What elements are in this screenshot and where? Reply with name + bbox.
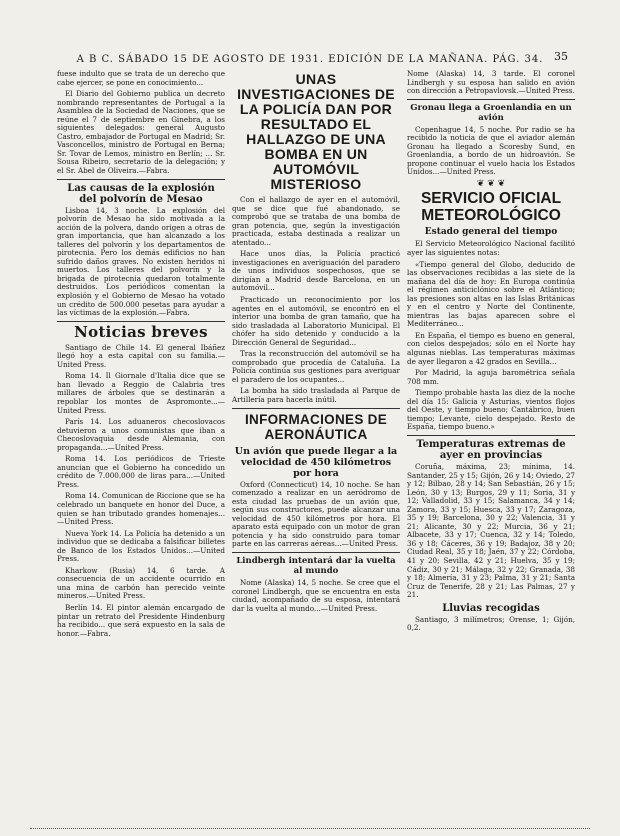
article-paragraph: Hace unos días, la Policía practicó investigaciones en averiguación del paradero de unos individuos sospechosos, que se dirigían a Madrid desde Barcelona, en un automóvil... <box>232 249 400 293</box>
temperatures-list: Coruña, máxima, 23; mínima, 14. Santander, 25 y 15; Gijón, 26 y 14; Oviedo, 27 y 12; Bilbao, 28 y 14; San Sebastián, 26 y 15; León, 30 y 13; Burgos, 29 y 11; Soria, 31 y 12; Valladolid, 33 y 15; Salamanca, 34 y 14; Zamora, 33 y 15; Huesca, 33 y 17; Zaragoza, 35 y 19; Barcelona, 30 y 22; Valencia, 31 y 21; Alicante, 30 y 22; Murcia, 36 y 21; Albacete, 33 y 17; Cuenca, 32 y 14; Toledo, 36 y 18; Cáceres, 36 y 19; Badajoz, 38 y 20; Ciudad Real, 35 y 18; Jaén, 37 y 22; Córdoba, 41 y 20; Sevilla, 42 y 21; Huelva, 35 y 19; Cádiz, 30 y 21; Málaga, 32 y 22; Granada, 38 y 18; Almería, 31 y 23; Palma, 31 y 21; Santa Cruz de Tenerife, 28 y 21; Las Palmas, 27 y 21. <box>407 461 575 600</box>
folio-mark: 35 <box>554 50 568 63</box>
headline-noticias: Noticias breves <box>74 322 208 341</box>
headline-aeronautica: INFORMACIONES DE AERONÁUTICA <box>244 411 388 442</box>
news-brief: Kharkow (Rusia) 14, 6 tarde. A consecuencia de un accidente ocurrido en una mina de carbón han perecido veinte mineros.—United Press. <box>57 565 225 601</box>
weather-paragraph: El Servicio Meteorológico Nacional facilitó ayer las siguientes notas: <box>407 239 575 258</box>
divider <box>57 179 225 180</box>
article-paragraph: Con el hallazgo de ayer en el automóvil, que se dice que fué abandonado, se comprobó que se trataba de una bomba de gran potencia, que, según la investigación practicada, estaba destinada a realizar un atentado... <box>232 195 400 247</box>
news-brief: Roma 14. Los periódicos de Trieste anuncian que el Gobierno ha concedido un crédito de 7.000.000 de liras para...—United Press. <box>57 454 225 489</box>
article-continuation: fuese indulto que se trata de un derecho que cabe ejercer, se pone en conocimiento... <box>57 69 225 87</box>
headline-gronau: Gronau llega a Groenlandia en un avión <box>410 102 572 123</box>
news-brief: París 14. Los aduaneros checoslovacos detuvieron a unos comunistas que iban a Checoslovaquia desde Alemania, con propaganda...—United Press. <box>57 417 225 452</box>
divider <box>407 99 575 100</box>
column-1 <box>57 70 225 641</box>
divider <box>232 408 400 409</box>
article-paragraph: Tras la reconstrucción del automóvil se ha comprobado que procedía de Cataluña. La Policía continúa sus gestiones para averiguar el paradero de los ocupantes... <box>232 349 400 384</box>
article-paragraph: Oxford (Connecticut) 14, 10 noche. Se han comenzado a realizar en un aeródromo de esta ciudad las pruebas de un avión que, según sus constructores, puede alcanzar una velocidad de 450 kilómetros por hora. El aparato está equipado con un motor de gran potencia y ha sido construido para tomar parte en las carreras aéreas...—United Press. <box>232 479 400 549</box>
column-3 <box>407 70 575 636</box>
weather-paragraph: Tiempo probable hasta las diez de la noche del día 15: Galicia y Asturias, vientos flojos del Oeste, y tiempo bueno; Cantábrico, buen tiempo; Levante, cielo despejado. Resto de España, tiempo bueno.» <box>407 388 575 432</box>
headline-lindbergh: Lindbergh intentará dar la vuelta al mundo <box>236 555 396 576</box>
news-brief: Roma 14. Il Giornale d'Italia dice que se han llevado a Reggio de Calabria tres millares de árboles que se destinarán a repoblar los montes de Aspromonte...—United Press. <box>57 371 225 415</box>
divider <box>232 552 400 553</box>
headline-polvorin: Las causas de la explosión del polvorín de Mesao <box>67 182 215 205</box>
news-brief: Berlín 14. El pintor alemán encargado de pintar un retrato del Presidente Hindenburg ha recibido... que será expuesto en la sala de honor.—Fabra. <box>57 602 225 638</box>
headline-estado: Estado general del tiempo <box>424 227 558 238</box>
article-gronau: Copenhague 14, 5 noche. Por radio se ha recibido la noticia de que el aviador alemán Gronau ha llegado a Scoresby Sund, en Groenlandia, a bordo de un hidroavión. Se propone continuar el vuelo hacia los Estados Unidos...—United Press. <box>407 124 575 177</box>
headline-temperaturas: Temperaturas extremas de ayer en provincias <box>416 438 566 461</box>
bottom-rule <box>30 828 590 830</box>
headline-bomba: UNAS INVESTIGACIONES DE LA POLICÍA DAN POR RESULTADO EL HALLAZGO DE UNA BOMBA EN UN AUTOMÓVIL MISTERIOSO <box>237 71 395 192</box>
rainfall-list: Santiago, 3 milímetros; Orense, 1; Gijón, 0,2. <box>407 614 575 633</box>
article-diario: El Diario del Gobierno publica un decreto nombrando representantes de Portugal a la Asamblea de la Sociedad de Naciones, que se reúne el 7 de septiembre en Ginebra, a los siguientes delegados: general Augusto Castro, embajador de Portugal en Madrid; Sr. Vasconcellos, ministro de Portugal en Berna; Sr. Tovar de Lemos, ministro en Berlín; ... Sr. Sousa Ribeiro, secretario de la delegación; y el Sr. Abel de Oliveira.—Fabra. <box>57 89 225 176</box>
article-paragraph: Practicado un reconocimiento por los agentes en el automóvil, se encontró en el interior una bomba de gran tamaño, que ha sido trasladada al Laboratorio Municipal. El chófer ha sido detenido y conducido a la Dirección General de Seguridad... <box>232 295 400 347</box>
column-2 <box>232 70 400 616</box>
article-polvorin: Lisboa 14, 3 noche. La explosión del polvorín de Mesao ha sido motivada a la acción de la polvera, dando origen a otras de gran importancia, que han alcanzado a los talleres del polvorín y los departamentos de pirotecnia. Pero los demás edificios no han sufrido daños graves. No existen heridos ni muertos. Los talleres del polvorín y la brigada de pirotecnia quedaron totalmente destruidos. Los periódicos comentan la explosión y el Gobierno de Mesao ha votado un crédito de 500.000 pesetas para ayudar a las víctimas de la explosión.—Fabra. <box>57 205 225 318</box>
weather-paragraph: En España, el tiempo es bueno en general, con cielos despejados; sólo en el Norte hay algunas nieblas. Las temperaturas máximas de ayer llegaron a 42 grados en Sevilla... <box>407 330 575 366</box>
running-header: A B C. SÁBADO 15 DE AGOSTO DE 1931. EDICIÓN DE LA MAÑANA. PÁG. 34. <box>76 54 544 65</box>
ornament-divider: ❦ ❦ ❦ <box>476 178 506 189</box>
news-brief: Santiago de Chile 14. El general Ibáñez llegó hoy a esta capital con su familia.—United Press. <box>57 342 225 369</box>
headline-lluvias: Lluvias recogidas <box>442 602 540 614</box>
divider <box>407 435 575 436</box>
headline-avion: Un avión que puede llegar a la velocidad de 450 kilómetros por hora <box>234 445 398 479</box>
article-continuation: Nome (Alaska) 14, 3 tarde. El coronel Lindbergh y su esposa han salido en avión con dirección a Petropavlovsk.—United Press. <box>407 69 575 96</box>
article-paragraph: La bomba ha sido trasladada al Parque de Artillería para hacerla inútil. <box>232 386 400 405</box>
weather-paragraph: «Tiempo general del Globo, deducido de las observaciones recibidas a las siete de la mañana del día de hoy: En Europa continúa el régimen anticiclónico sobre el Atlántico; las presiones son altas en las Islas Británicas y en el centro y Norte del Continente, mientras las bajas aparecen sobre el Mediterráneo... <box>407 259 575 329</box>
weather-paragraph: Por Madrid, la aguja barométrica señala 708 mm. <box>407 368 575 386</box>
news-brief: Nueva York 14. La Policía ha detenido a un individuo que se dedicaba a falsificar billetes de Banco de los Estados Unidos...—United Press. <box>57 528 225 564</box>
article-paragraph: Nome (Alaska) 14, 5 noche. Se cree que el coronel Lindbergh, que se encuentra en esta ciudad, acompañado de su esposa, intentará dar la vuelta al mundo...—United Press. <box>232 577 400 613</box>
headline-servicio: SERVICIO OFICIAL METEOROLÓGICO <box>420 190 562 225</box>
divider <box>57 321 225 322</box>
news-brief: Roma 14. Comunican de Riccione que se ha celebrado un banquete en honor del Duce, a quien se han tributado grandes homenajes...—United Press. <box>57 491 225 527</box>
